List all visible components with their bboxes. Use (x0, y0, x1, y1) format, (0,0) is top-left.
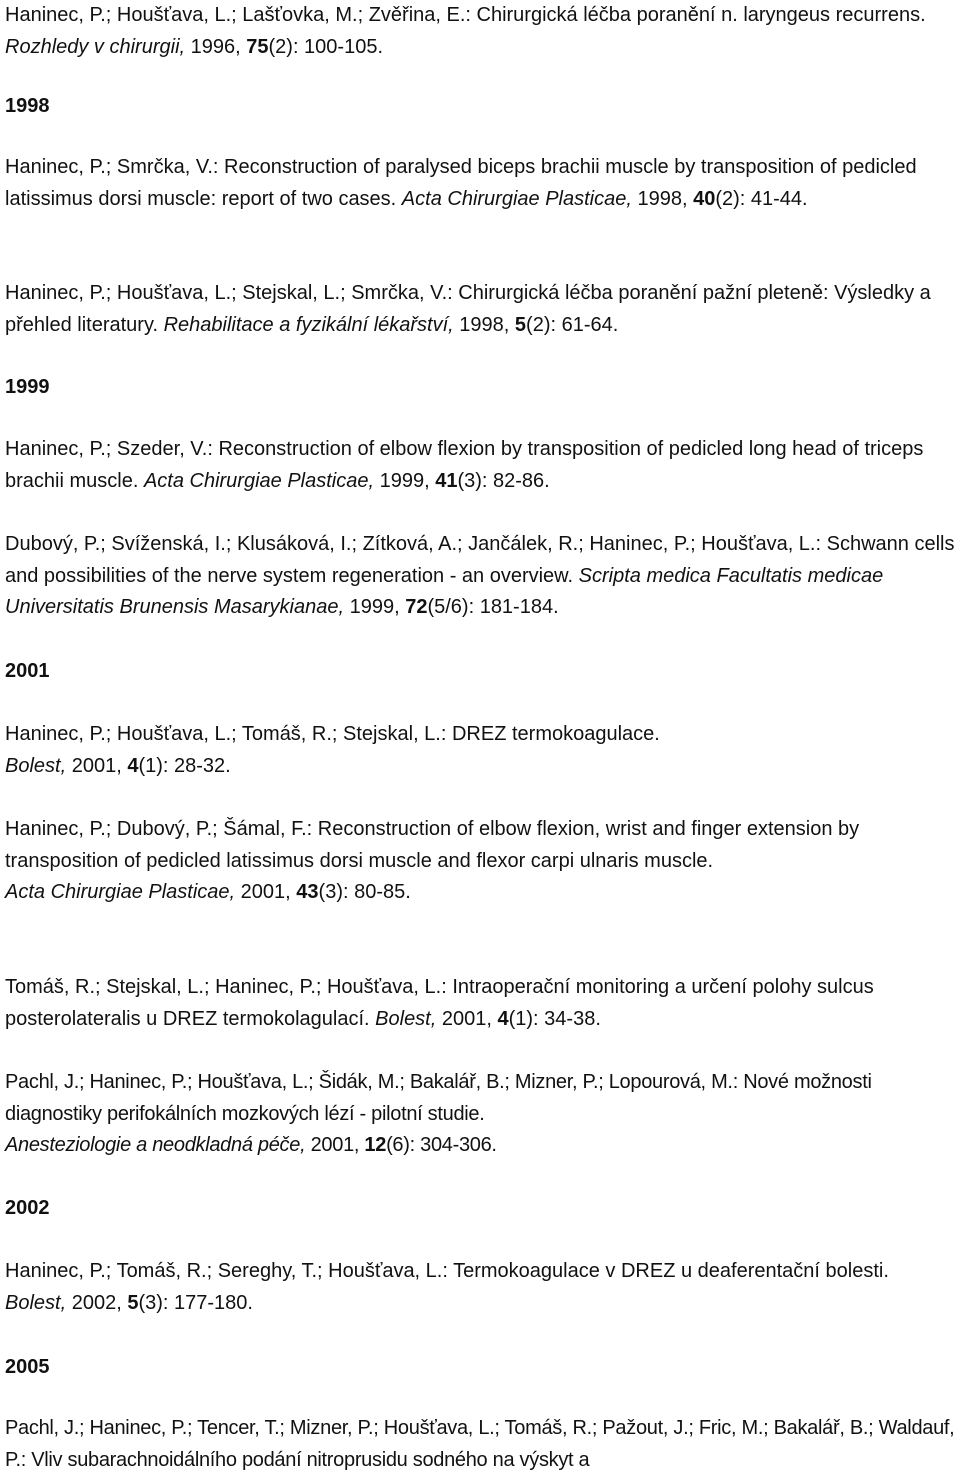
ref-pages: (3): 80-85. (318, 881, 411, 903)
ref-title: Nové možnosti diagnostiky perifokálních mozkových lézí - pilotní studie. (5, 1071, 872, 1125)
reference-entry-1 (5, 0, 955, 63)
ref-year: 2001, (436, 1007, 498, 1030)
ref-year: 1996, (185, 35, 247, 58)
ref-year: 2001, (66, 754, 128, 777)
ref-pages: (2): 100-105. (268, 35, 384, 58)
ref-pages: (1): 34-38. (508, 1007, 601, 1030)
ref-authors: Haninec, P.; Smrčka, V.: (5, 156, 224, 178)
ref-journal: Scripta medica Facultatis medicae Universitatis Brunensis Masarykianae, (5, 564, 884, 618)
ref-year: 1998, (453, 313, 515, 336)
ref-title: Chirurgická léčba poranění pažní pleteně: Výsledky a přehled literatury. (5, 282, 931, 336)
reference-entry-7 (5, 814, 955, 909)
ref-authors: Tomáš, R.; Stejskal, L.; Haninec, P.; Houšťava, L.: (5, 976, 453, 998)
ref-authors: Haninec, P.; Houšťava, L.; Tomáš, R.; Stejskal, L.: (5, 723, 452, 745)
ref-authors: Pachl, J.; Haninec, P.; Tencer, T.; Mizner, P.; Houšťava, L.; Tomáš, R.; Pažout, J.; Fric, M.; Bakalář, B.; Waldauf, P.: (5, 1417, 955, 1471)
reference-entry-3 (5, 278, 955, 341)
year-heading-2001: 2001 (5, 660, 50, 682)
reference-entry-11 (5, 1413, 955, 1476)
year-heading-2002: 2002 (5, 1197, 50, 1219)
ref-title: Reconstruction of elbow flexion, wrist and finger extension by transposition of pedicled latissimus dorsi muscle and flexor carpi ulnaris muscle. (5, 818, 860, 872)
ref-journal: Acta Chirurgiae Plasticae, (401, 187, 632, 210)
reference-entry-6 (5, 719, 955, 782)
ref-pages: (2): 61-64. (526, 313, 619, 336)
reference-entry-10 (5, 1256, 955, 1319)
ref-journal: Anesteziologie a neodkladná péče, (5, 1134, 306, 1156)
ref-year: 1998, (631, 187, 694, 210)
ref-pages: (2): 41-44. (715, 187, 808, 210)
ref-pages: (1): 28-32. (138, 754, 231, 777)
ref-pages: (3): 82-86. (457, 469, 550, 492)
ref-journal: Acta Chirurgiae Plasticae, (5, 881, 236, 903)
ref-volume: 4 (127, 754, 139, 777)
ref-title: Chirurgická léčba poranění n. laryngeus recurrens. (476, 4, 926, 26)
ref-journal: Rozhledy v chirurgii, (5, 35, 186, 58)
year-heading-1998: 1998 (5, 95, 50, 117)
year-heading-2005: 2005 (5, 1356, 50, 1378)
ref-pages: (5/6): 181-184. (427, 596, 559, 618)
year-heading-1999: 1999 (5, 376, 50, 398)
ref-journal: Rehabilitace a fyzikální lékařství, (163, 313, 454, 336)
ref-volume: 72 (405, 596, 428, 618)
ref-journal: Bolest, (375, 1007, 437, 1030)
ref-journal: Acta Chirurgiae Plasticae, (143, 469, 375, 492)
ref-authors: Haninec, P.; Houšťava, L.; Lašťovka, M.; Zvěřina, E.: (5, 4, 477, 26)
ref-volume: 43 (296, 881, 319, 903)
ref-title: Termokoagulace v DREZ u deaferentační bolesti. (453, 1260, 889, 1282)
ref-year: 1999, (344, 596, 406, 618)
ref-journal: Bolest, (5, 754, 67, 777)
ref-title: Reconstruction of paralysed biceps brachii muscle by transposition of pedicled latissimus dorsi muscle: report of two cases. (5, 156, 917, 210)
ref-volume: 12 (364, 1134, 387, 1156)
reference-entry-9 (5, 1067, 955, 1162)
ref-authors: Dubový, P.; Svíženská, I.; Klusáková, I.; Zítková, A.; Jančálek, R.; Haninec, P.; Houšťava, L.: (5, 533, 827, 555)
reference-entry-4 (5, 434, 955, 497)
reference-entry-2 (5, 152, 955, 215)
ref-pages: (6): 304-306. (386, 1134, 497, 1156)
ref-pages: (3): 177-180. (138, 1291, 253, 1314)
ref-volume: 40 (693, 187, 716, 210)
ref-year: 2001, (235, 881, 297, 903)
reference-entry-5 (5, 529, 955, 624)
ref-title: Reconstruction of elbow flexion by transposition of pedicled long head of triceps brachii muscle. (5, 438, 924, 492)
ref-title: DREZ termokoagulace. (451, 723, 660, 745)
ref-journal: Bolest, (5, 1291, 67, 1314)
ref-year: 2001, (305, 1134, 365, 1156)
ref-volume: 4 (497, 1007, 509, 1030)
ref-year: 2002, (66, 1291, 128, 1314)
ref-authors: Haninec, P.; Houšťava, L.; Stejskal, L.; Smrčka, V.: (5, 282, 459, 304)
ref-title: Intraoperační monitoring a určení polohy sulcus posterolateralis u DREZ termokolagulací. (5, 976, 874, 1030)
ref-authors: Haninec, P.; Tomáš, R.; Sereghy, T.; Houšťava, L.: (5, 1260, 454, 1282)
ref-authors: Haninec, P.; Dubový, P.; Šámal, F.: (5, 818, 318, 840)
ref-volume: 75 (246, 35, 269, 58)
ref-authors: Pachl, J.; Haninec, P.; Houšťava, L.; Šidák, M.; Bakalář, B.; Mizner, P.; Lopourová, M.: (5, 1071, 744, 1093)
ref-title: Vliv subarachnoidálního podání nitroprusidu sodného na výskyt a (31, 1448, 590, 1471)
reference-entry-8 (5, 972, 955, 1035)
ref-volume: 5 (127, 1291, 139, 1314)
ref-year: 1999, (374, 469, 436, 492)
ref-volume: 41 (435, 469, 458, 492)
ref-title: Schwann cells and possibilities of the nerve system regeneration - an overview. (5, 533, 955, 587)
ref-volume: 5 (514, 313, 527, 336)
ref-authors: Haninec, P.; Szeder, V.: (5, 438, 219, 460)
